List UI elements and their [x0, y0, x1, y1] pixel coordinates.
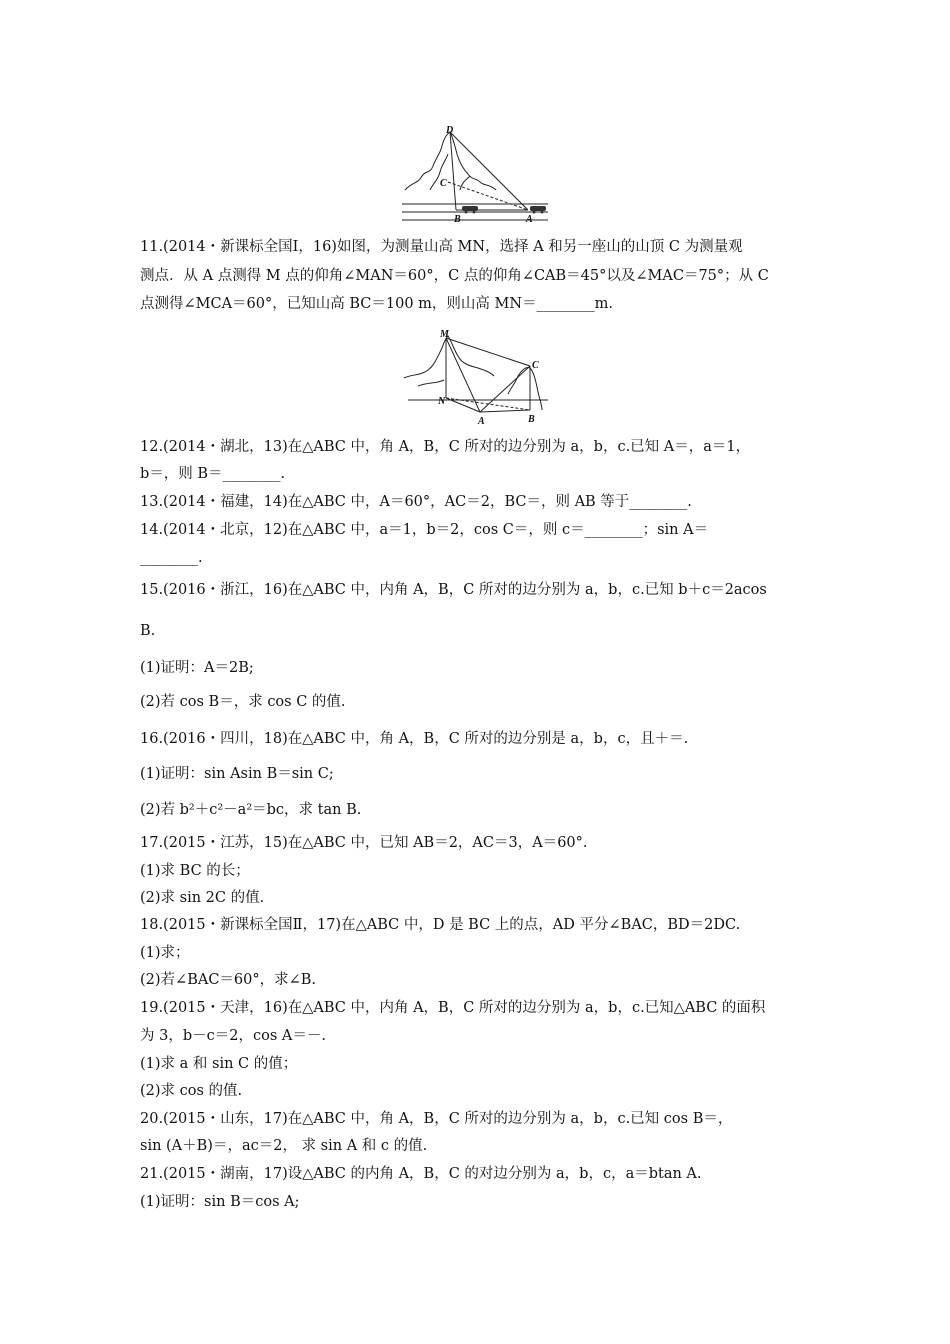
text-line-23: 为 3，b－c＝2，cos A＝－.	[140, 1028, 326, 1044]
label-b: B	[454, 214, 461, 225]
text-line-29: (1)证明：sin B＝cos A;	[140, 1194, 300, 1210]
text-line-15: (2)若 b²＋c²－a²＝bc，求 tan B.	[140, 802, 362, 818]
text-line-6: 13.(2014・福建，14)在△ABC 中，A＝60°，AC＝2，BC＝，则 AB 等于________.	[140, 494, 692, 510]
text-line-18: (2)求 sin 2C 的值.	[140, 890, 265, 906]
text-line-12: (2)若 cos B＝，求 cos C 的值.	[140, 694, 346, 710]
label-c: C	[440, 178, 447, 189]
text-line-24: (1)求 a 和 sin C 的值；	[140, 1056, 298, 1072]
label-c2: C	[532, 360, 539, 371]
text-line-17: (1)求 BC 的长；	[140, 863, 250, 879]
text-line-26: 20.(2015・山东，17)在△ABC 中，角 A，B，C 所对的边分别为 a，b，c.已知 cos B＝，	[140, 1111, 733, 1127]
text-line-22: 19.(2015・天津，16)在△ABC 中，内角 A，B，C 所对的边分别为 a，b，c.已知△ABC 的面积	[140, 1000, 766, 1016]
label-m: M	[440, 329, 449, 340]
label-a2: A	[478, 416, 485, 427]
mountain-left-outline	[404, 336, 494, 378]
text-line-7: 14.(2014・北京，12)在△ABC 中，a＝1，b＝2，cos C＝，则 c＝________；sin A＝	[140, 522, 709, 538]
figure-mountain-mnacb	[398, 326, 552, 428]
figure-mountain-dbca	[400, 124, 550, 228]
label-b2: B	[528, 414, 535, 425]
text-line-19: 18.(2015・新课标全国Ⅱ，17)在△ABC 中，D 是 BC 上的点，AD 平分∠BAC，BD＝2DC.	[140, 917, 741, 933]
text-line-16: 17.(2015・江苏，15)在△ABC 中，已知 AB＝2，AC＝3，A＝60°.	[140, 835, 588, 851]
text-line-27: sin (A＋B)＝，ac＝2， 求 sin A 和 c 的值.	[140, 1138, 428, 1154]
text-line-3: 点测得∠MCA＝60°，已知山高 BC＝100 m，则山高 MN＝________m.	[140, 296, 613, 312]
text-line-8: ________.	[140, 550, 203, 566]
text-line-1: 11.(2014・新课标全国Ⅰ，16)如图，为测量山高 MN，选择 A 和另一座山的山顶 C 为测量观	[140, 239, 743, 255]
text-line-2: 测点．从 A 点测得 M 点的仰角∠MAN＝60°，C 点的仰角∠CAB＝45°以及∠MAC＝75°；从 C	[140, 268, 769, 284]
label-a: A	[526, 214, 533, 225]
text-line-20: (1)求；	[140, 945, 190, 961]
label-d: D	[446, 125, 454, 136]
text-line-9: 15.(2016・浙江，16)在△ABC 中，内角 A，B，C 所对的边分别为 a，b，c.已知 b＋c＝2acos	[140, 582, 767, 598]
text-line-11: (1)证明：A＝2B;	[140, 660, 254, 676]
text-line-13: 16.(2016・四川，18)在△ABC 中，角 A，B，C 所对的边分别是 a，b，c，且＋＝.	[140, 731, 689, 747]
mountain-right-outline	[508, 367, 542, 410]
text-line-4: 12.(2014・湖北，13)在△ABC 中，角 A，B，C 所对的边分别为 a，b，c.已知 A＝，a＝1，	[140, 439, 751, 455]
text-line-14: (1)证明：sin Asin B＝sin C;	[140, 766, 334, 782]
label-n: N	[438, 396, 446, 407]
text-line-28: 21.(2015・湖南，17)设△ABC 的内角 A，B，C 的对边分别为 a，b，c，a＝btan A.	[140, 1166, 702, 1182]
text-line-21: (2)若∠BAC＝60°，求∠B.	[140, 972, 317, 988]
text-line-25: (2)求 cos 的值.	[140, 1083, 243, 1099]
text-line-5: b＝，则 B＝________.	[140, 466, 286, 482]
text-line-10: B.	[140, 623, 156, 639]
